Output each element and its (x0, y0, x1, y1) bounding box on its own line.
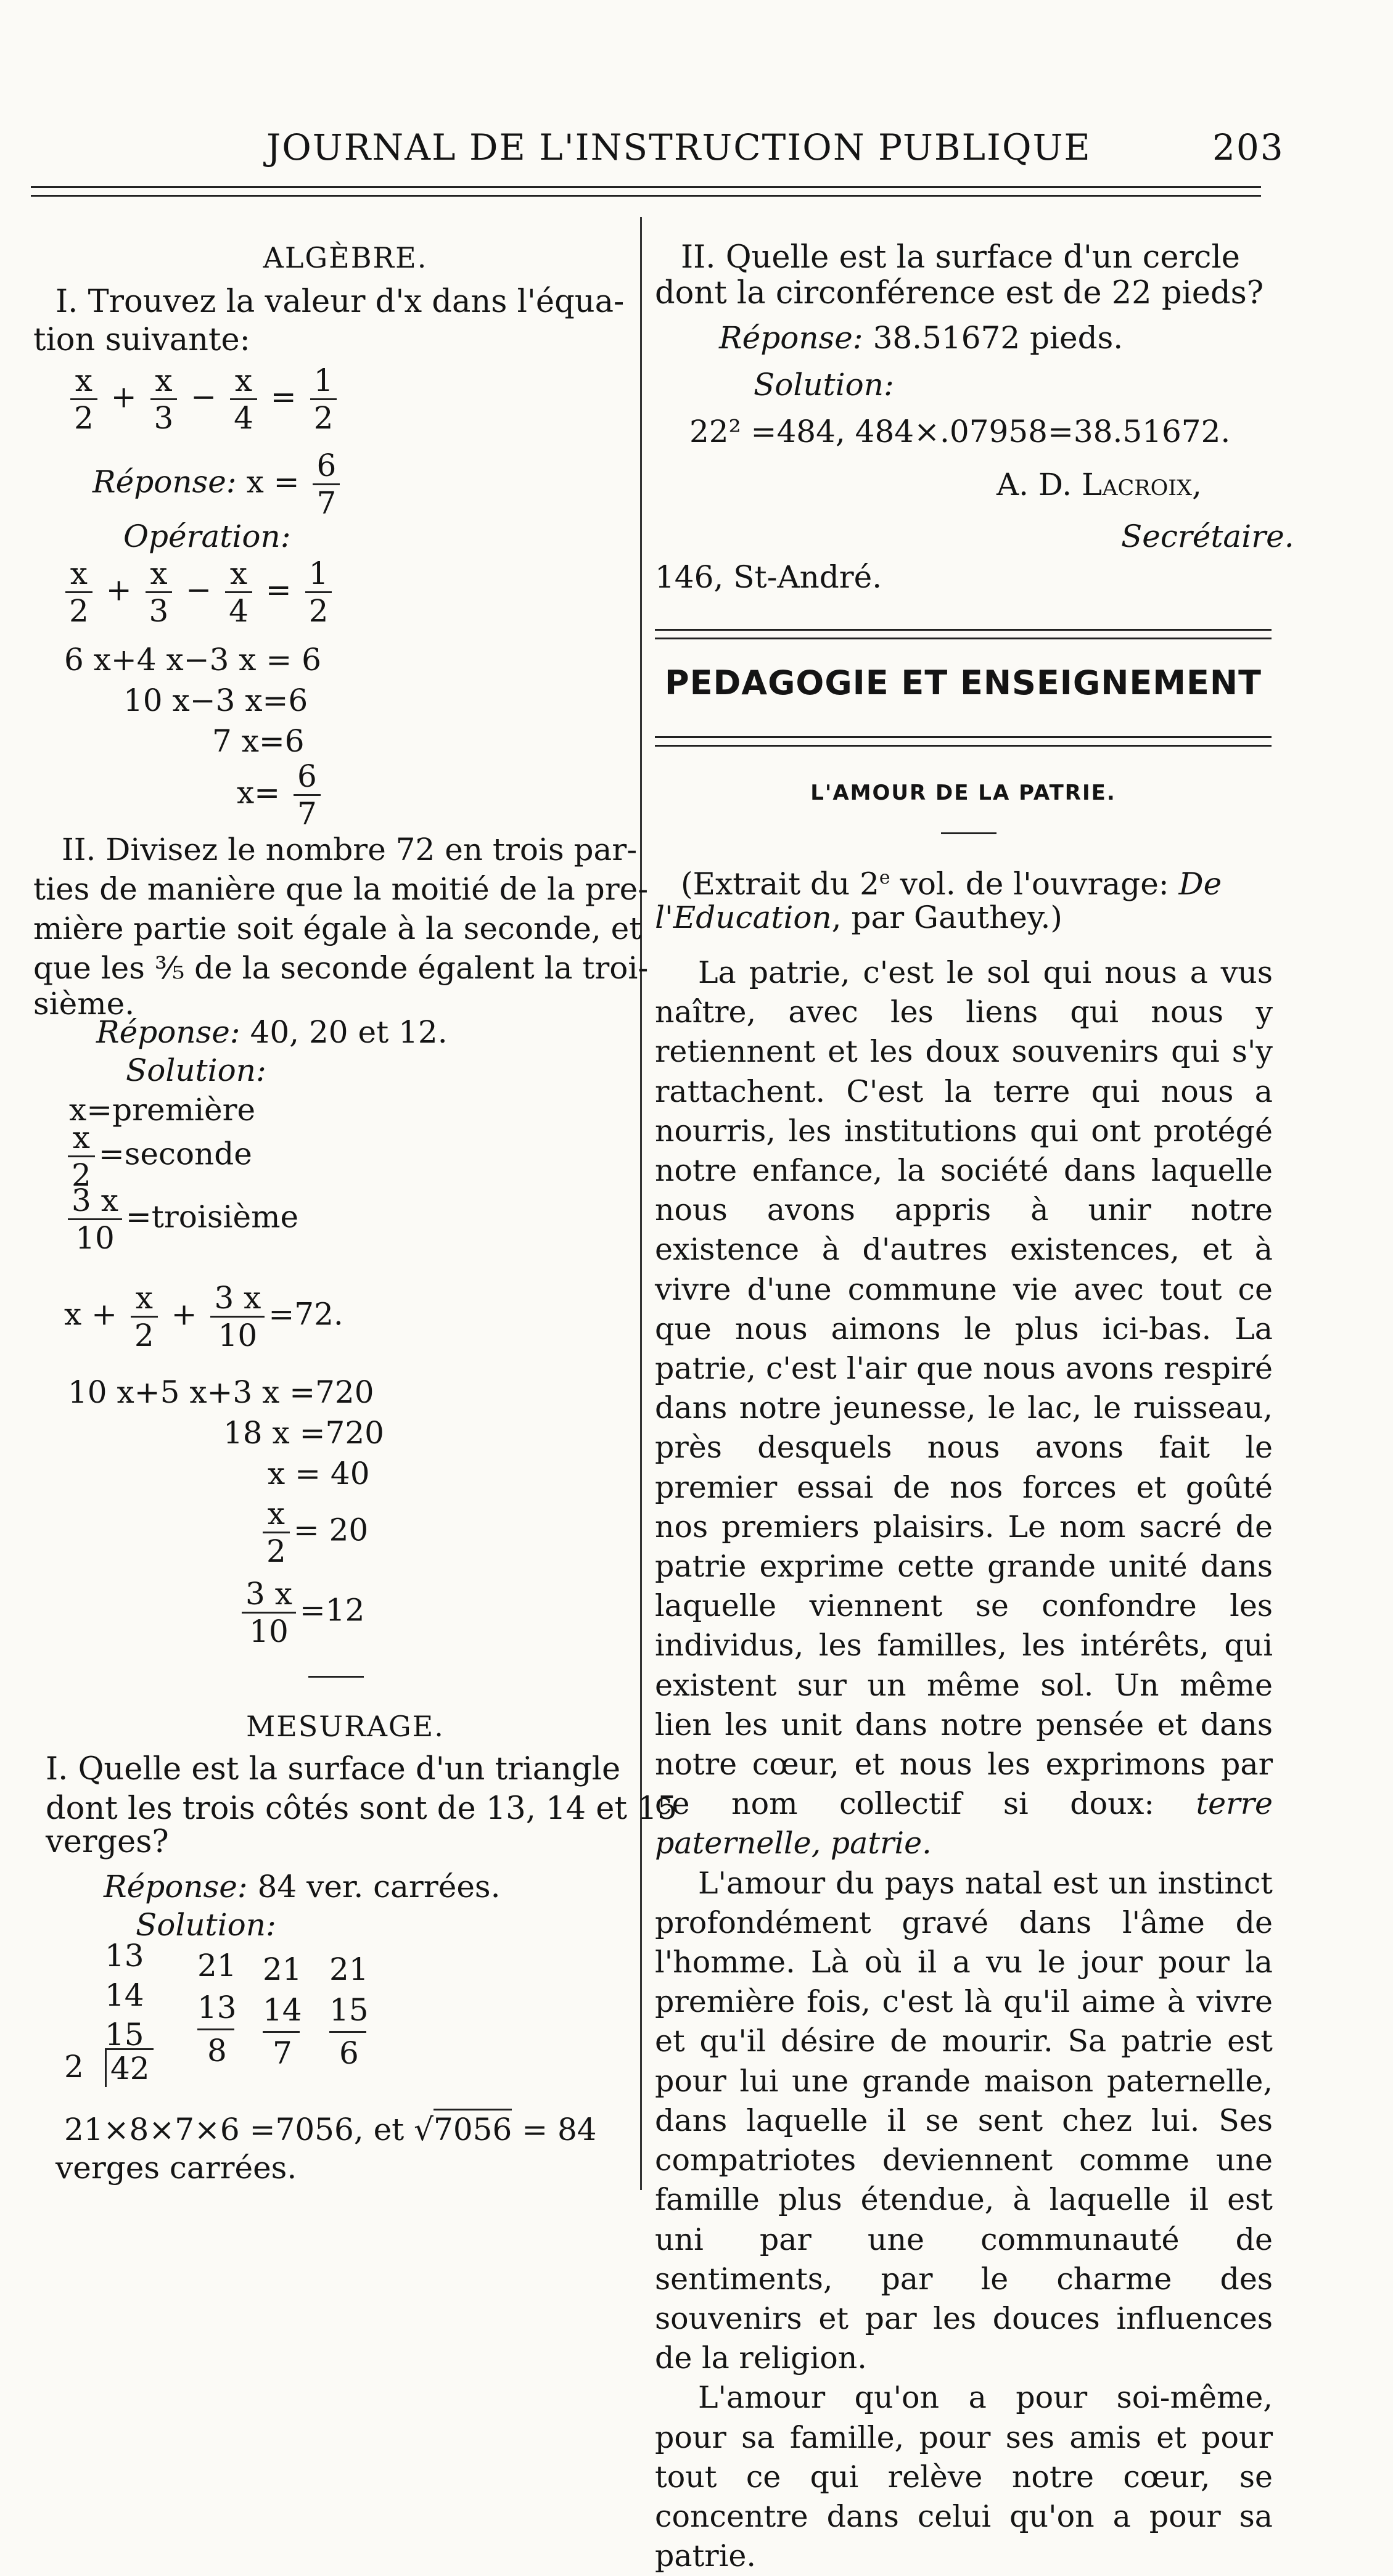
col3-bar (329, 2031, 366, 2033)
diff-8: 8 (207, 2033, 227, 2069)
column-divider (640, 217, 642, 2190)
header-rule-bottom (31, 195, 1261, 197)
journal-title: JOURNAL DE L'INSTRUCTION PUBLIQUE (266, 126, 1091, 168)
col1-bar (197, 2028, 234, 2030)
paragraph-2: L'amour du pays natal est un instinct profondément gravé dans l'âme de l'homme. Là où il a vu le jour pour la première fois, c'est là qu'il aime à vivre et qu'il désire de mourir. Sa patrie est pour lui une grande maison paternelle, dans laquelle il se sent chez lui. Ses compatriotes deviennent comme une famille plus étendue, à laquelle il est uni par une communauté de sentiments, par le charme des souvenirs et par les douces influences de la religion. (655, 1865, 1273, 2376)
algebra-heading: ALGÈBRE. (263, 241, 428, 274)
diff-6: 6 (339, 2035, 359, 2071)
solution-premiere: x=première (69, 1092, 256, 1128)
article-body (655, 953, 1273, 2576)
paragraph-3: L'amour qu'on a pour soi-même, pour sa famille, pour ses amis et pour tout ce qui relève notre cœur, se concentre dans celui qu'on a pour sa patrie. (655, 2380, 1273, 2574)
circle-solution-label: Solution: (754, 367, 894, 403)
solution-half: $\frac{x}{2}$ = 20 (259, 1498, 368, 1567)
divisor-2: 2 (64, 2049, 84, 2085)
mesurage-reponse: Réponse: 84 ver. carrées. (104, 1869, 501, 1905)
algebra-solution-label: Solution: (126, 1052, 266, 1088)
mesurage-heading: MESURAGE. (246, 1710, 445, 1743)
solution-sum: x + $\frac{x}{2}$ + $\frac{3 x}{10}$ =72. (64, 1280, 343, 1353)
header-rule-top (31, 186, 1261, 188)
solution-seconde: $\frac{x}{2}$ =seconde (64, 1122, 252, 1191)
product-line: 21×8×7×6 =7056, et √7056 = 84 (64, 2111, 597, 2148)
page-number: 203 (1212, 126, 1284, 168)
equation-1-repeat: $\frac{x}{2}$ + $\frac{x}{3}$ − $\frac{x}{4}$ = $\frac{1}{2}$ (62, 558, 335, 626)
verges-carrees: verges carrées. (55, 2150, 297, 2186)
section-rule-top-2 (655, 638, 1272, 639)
equation-1: $\frac{x}{2}$ + $\frac{x}{3}$ − $\frac{x}{4}$ = $\frac{1}{2}$ (67, 365, 340, 433)
operation-line-1: 6 x+4 x−3 x = 6 (64, 642, 321, 678)
signature-name: A. D. Lacroix, (996, 467, 1202, 502)
extract-line-1: (Extrait du 2e vol. de l'ouvrage: De (681, 866, 1222, 902)
algebra-q2-line3: mière partie soit égale à la seconde, et (33, 911, 642, 946)
section-rule-bottom-1 (655, 736, 1272, 738)
circle-reponse: Réponse: 38.51672 pieds. (719, 320, 1124, 356)
solution-line-2: 18 x =720 (223, 1415, 384, 1451)
operation-label: Opération: (123, 519, 291, 554)
extract-line-2: l'Education, par Gauthey.) (655, 900, 1062, 935)
col2-bar (263, 2031, 300, 2033)
section-title: PEDAGOGIE ET ENSEIGNEMENT (665, 663, 1262, 702)
circle-q-line2: dont la circonférence est de 22 pieds? (655, 275, 1264, 311)
mesurage-q1-line3: verges? (46, 1824, 169, 1860)
solution-third: $\frac{3 x}{10}$ =12 (238, 1578, 364, 1647)
algebra-q2-line5: sième. (33, 986, 135, 1022)
col3-top: 21 (329, 1951, 369, 1987)
side-14: 14 (105, 1977, 144, 2013)
col1-top: 21 (197, 1948, 237, 1983)
solution-line-3: x = 40 (268, 1456, 370, 1491)
sum-42: 42 (105, 2048, 154, 2087)
section-rule-bottom-2 (655, 745, 1272, 747)
section-rule-top-1 (655, 629, 1272, 631)
col2-minus: 14 (263, 1992, 302, 2028)
diff-7: 7 (273, 2035, 292, 2071)
paragraph-1: La patrie, c'est le sol qui nous a vus naître, avec les liens qui nous y retiennent et les doux souvenirs qui s'y rattachent. C'est la terre qui nous a nourris, les institutions qui ont protégé notre enfance, la société dans laquelle nous avons appris à unir notre existence à d'autres existences, et à vivre d'une commune vie avec tout ce que nous aimons le plus ici-bas. La patrie, c'est l'air que nous avons respiré dans notre jeunesse, le lac, le ruisseau, près desquels nous avons fait le premier essai de nos forces et goûté nos premiers plaisirs. Le nom sacré de patrie exprime cette grande unité dans laquelle viennent se confondre les individus, les familles, les intérêts, qui existent sur un même sol. Un même lien les unit dans notre pensée et dans notre cœur, et nous les exprimons par ce nom collectif si doux: terre paternelle, patrie. (655, 955, 1273, 1861)
algebra-q2-line4: que les ⅗ de la seconde égalent la troi- (33, 950, 649, 986)
operation-result: x= $\frac{6}{7}$ (237, 761, 324, 829)
col2-top: 21 (263, 1951, 302, 1987)
mesurage-solution-label: Solution: (136, 1907, 276, 1943)
col3-minus: 15 (329, 1992, 369, 2028)
col1-minus: 13 (197, 1990, 237, 2025)
algebra-q1-line2: tion suivante: (33, 322, 250, 358)
separator-dash-left (308, 1676, 364, 1678)
article-title: L'AMOUR DE LA PATRIE. (810, 781, 1116, 805)
circle-solution: 22² =484, 484×.07958=38.51672. (689, 414, 1231, 449)
side-13: 13 (105, 1938, 144, 1974)
solution-troisieme: $\frac{3 x}{10}$ =troisième (64, 1185, 298, 1253)
separator-dash-right (941, 832, 996, 834)
algebra-q2-line1: II. Divisez le nombre 72 en trois par- (62, 832, 638, 868)
operation-line-2: 10 x−3 x=6 (123, 683, 308, 718)
algebra-q1-line1: I. Trouvez la valeur d'x dans l'équa- (55, 284, 625, 320)
mesurage-q1-line2: dont les trois côtés sont de 13, 14 et 15 (46, 1790, 678, 1827)
operation-line-3: 7 x=6 (212, 723, 305, 759)
solution-line-1: 10 x+5 x+3 x =720 (68, 1374, 374, 1410)
circle-q-line1: II. Quelle est la surface d'un cercle (681, 239, 1240, 276)
address: 146, St-André. (655, 559, 882, 595)
algebra-reponse-2: Réponse: 40, 20 et 12. (96, 1014, 448, 1050)
algebra-q2-line2: ties de manière que la moitié de la pre- (33, 871, 649, 907)
mesurage-q1-line1: I. Quelle est la surface d'un triangle (46, 1751, 621, 1787)
signature-title: Secrétaire. (1121, 519, 1294, 554)
algebra-reponse-1: Réponse: x = $\frac{6}{7}$ (92, 450, 343, 519)
side-15: 15 (105, 2017, 144, 2053)
